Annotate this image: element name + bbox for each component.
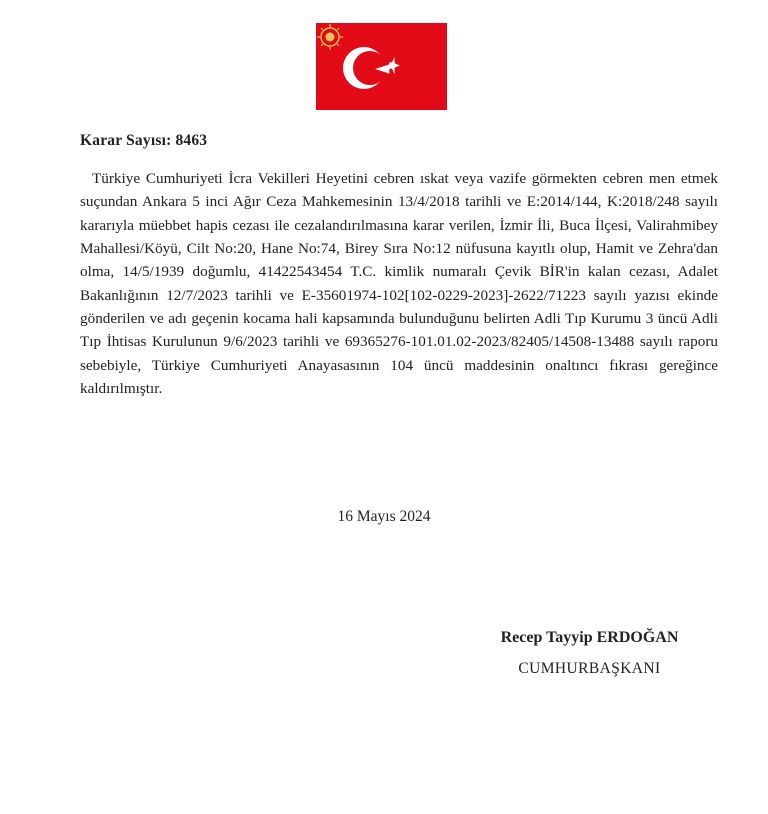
decision-date: 16 Mayıs 2024 [337, 508, 431, 525]
decision-number [80, 132, 207, 150]
decision-body-text: Türkiye Cumhuriyeti İcra Vekilleri Heyetini cebren ıskat veya vazife görmekten cebren men etmek suçundan Ankara 5 inci Ağır Ceza Mahkemesinin 13/4/2018 tarihli ve E:2014/144, K:2018/248 sayılı kararıyla müebbet hapis cezası ile cezalandırılmasına karar verilen, İzmir İli, Buca İlçesi, Valirahmibey Mahallesi/Köyü, Cilt No:20, Hane No:74, Birey Sıra No:12 nüfusuna kayıtlı olup, Hamit ve Zehra'dan olma, 14/5/1939 doğumlu, 41422543454 T.C. kimlik numaralı Çevik BİR'in kalan cezası, Adalet Bakanlığının 12/7/2023 tarihli ve E-35601974-102[102-0229-2023]-2622/71223 sayılı yazısı ekinde gönderilen ve adı geçenin kocama hali kapsamında bulunduğunu belirten Adli Tıp Kurumu 3 üncü Adli Tıp İhtisas Kurulunun 9/6/2023 tarihli ve 69365276-101.01.02-2023/82405/14508-13488 sayılı raporu sebebiyle, Türkiye Cumhuriyeti Anayasasının 104 üncü maddesinin onaltıncı fıkrası gereğince kaldırılmıştır. [80, 170, 718, 398]
signatory-title: CUMHURBAŞKANI [518, 660, 661, 677]
decision-number-label: Karar Sayısı: [80, 132, 172, 149]
decision-number-value: 8463 [175, 132, 208, 149]
signatory-name: Recep Tayyip ERDOĞAN [500, 629, 679, 646]
presidential-emblem-icon [316, 23, 447, 110]
